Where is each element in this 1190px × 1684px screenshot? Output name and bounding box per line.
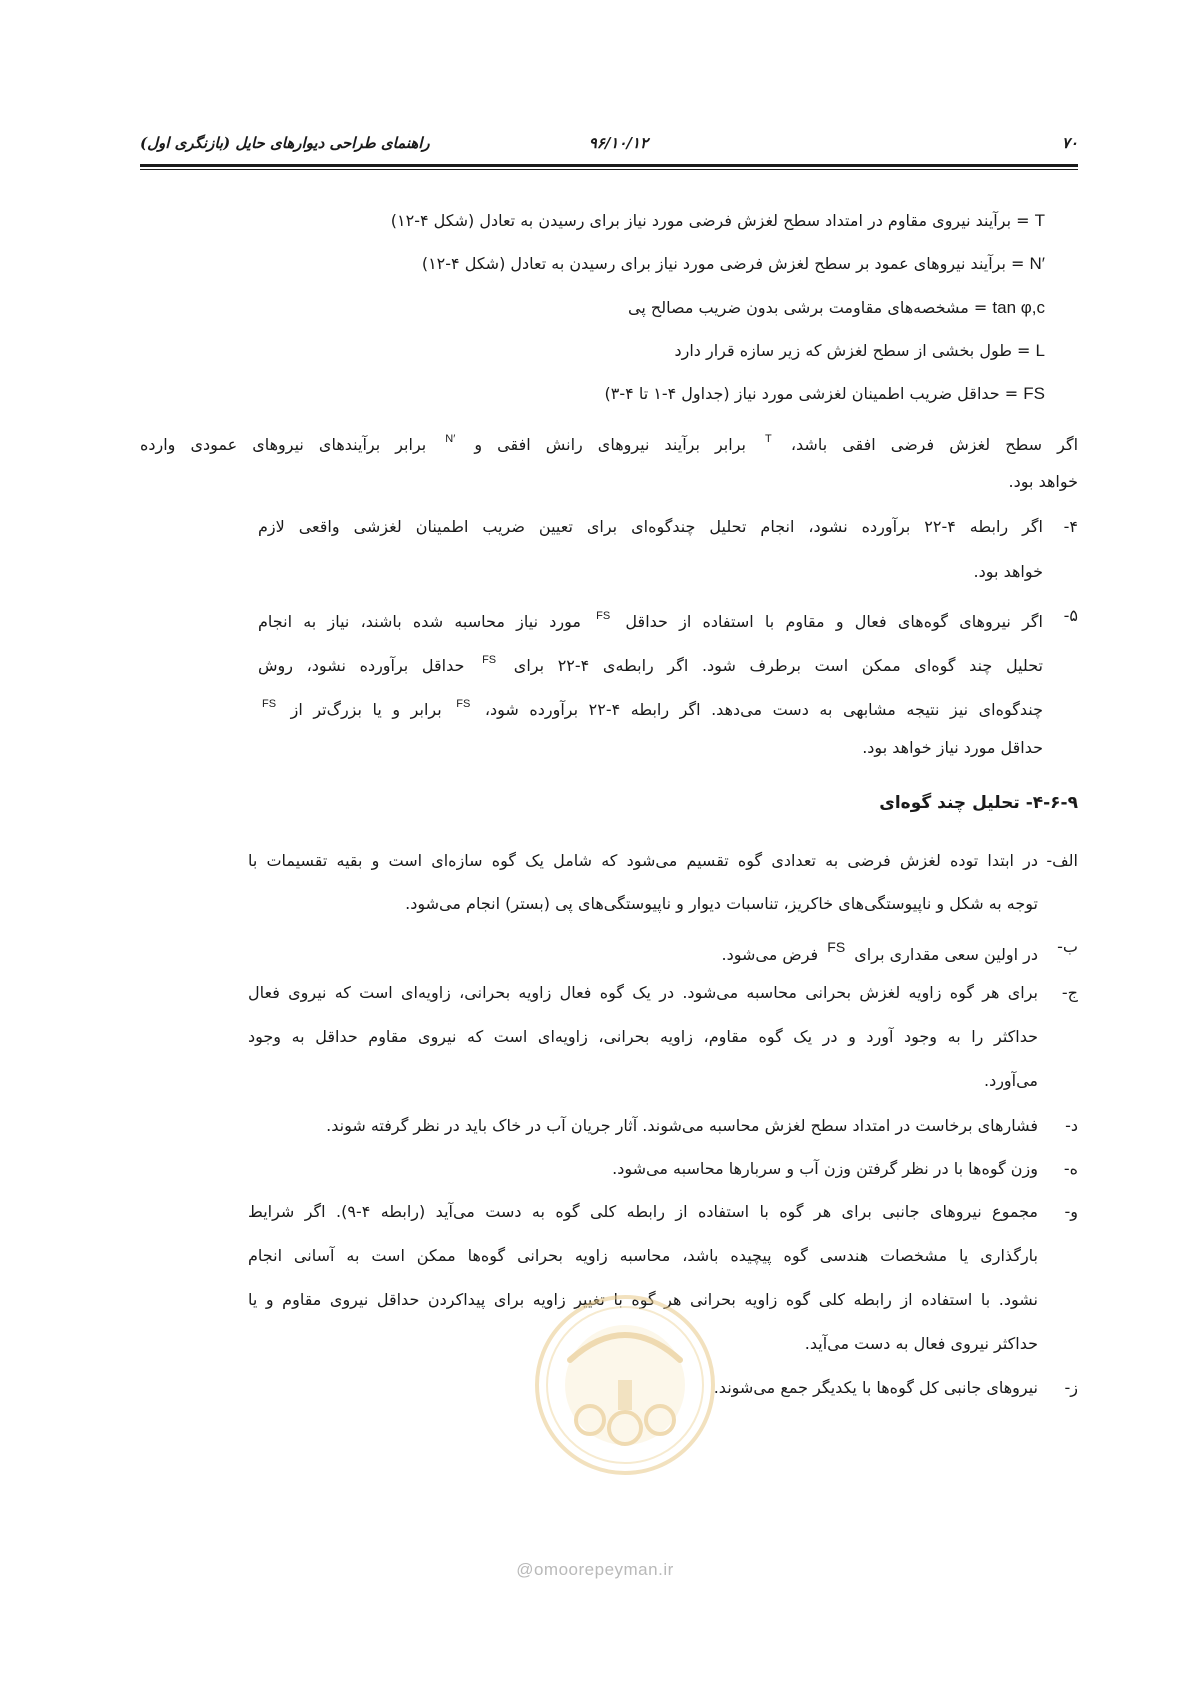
horizontal-surface-paragraph-end: خواهد بود.: [1008, 472, 1078, 491]
item-5-line-2: تحلیل چند گوه‌ای ممکن است برطرف شود. اگر رابطه‌ی ۴-۲۲ برای $^{FS}$ حداقل برآورده نشود، روش: [258, 654, 1043, 675]
watermark-seal-icon: [530, 1290, 720, 1480]
definition-n-prime: N′ = برآیند نیروهای عمود بر سطح لغزش فرضی مورد نیاز برای رسیدن به تعادل (شکل ۴-۱۲): [421, 254, 1045, 273]
header-rule-thin: [140, 169, 1078, 170]
item-5-line-3: چندگوه‌ای نیز نتیجه مشابهی به دست می‌دهد. اگر رابطه ۴-۲۲ برآورده شود، $^{FS}$ برابر و یا بزرگ‌تر از $^{FS}$: [262, 698, 1043, 719]
horizontal-surface-paragraph: اگر سطح لغزش فرضی افقی باشد، $^T$ برابر برآیند نیروهای رانش افقی و $^{N'}$ برابر برآیندهای نیروهای عمودی وارده: [140, 433, 1079, 454]
item-4-line-2: خواهد بود.: [973, 562, 1043, 581]
definition-l: L = طول بخشی از سطح لغزش که زیر سازه قرار دارد: [674, 341, 1045, 360]
header-rule-thick: [140, 164, 1078, 167]
page-number: ۷۰: [1061, 134, 1078, 152]
definition-fs: FS = حداقل ضریب اطمینان لغزشی مورد نیاز (جداول ۴-۱ تا ۴-۳): [604, 384, 1045, 403]
item-4-line-1: اگر رابطه ۴-۲۲ برآورده نشود، انجام تحلیل چندگوه‌ای برای تعیین ضریب اطمینان لغزشی واقعی لازم: [258, 517, 1043, 536]
step-ze-line-1: نیروهای جانبی کل گوه‌ها با یکدیگر جمع می‌شوند.: [713, 1378, 1038, 1397]
step-he-label: ه-: [1063, 1159, 1078, 1178]
step-vav-line-3: نشود. با استفاده از رابطه کلی گوه زاویه بحرانی هر گوه با تغییر زاویه برای پیداکردن حداقل نیروی مقاوم و یا: [248, 1290, 1038, 1309]
step-jim-line-1: برای هر گوه زاویه لغزش بحرانی محاسبه می‌شود. در یک گوه فعال زاویه بحرانی، زاویه‌ای است که نیروی فعال: [248, 983, 1038, 1002]
item-5-line-4: حداقل مورد نیاز خواهد بود.: [862, 738, 1043, 757]
step-be-line-1: در اولین سعی مقداری برای FS فرض می‌شود.: [721, 939, 1038, 964]
step-vav-line-1: مجموع نیروهای جانبی برای هر گوه با استفاده از رابطه کلی گوه به دست می‌آید (رابطه ۴-۹). اگر شرایط: [248, 1202, 1039, 1221]
running-header: [140, 128, 1078, 158]
step-jim-line-2: حداکثر را به وجود آورد و در یک گوه مقاوم، زاویه بحرانی، زاویه‌ای است که نیروی مقاوم حداقل به وجود: [248, 1027, 1038, 1046]
step-alef-line-1: در ابتدا توده لغزش فرضی به تعدادی گوه تقسیم می‌شود که شامل یک گوه سازه‌ای است و بقیه تقسیمات با: [248, 851, 1038, 870]
header-date: ۹۶/۱۰/۱۲: [588, 134, 648, 152]
step-he-line-1: وزن گوه‌ها با در نظر گرفتن وزن آب و سربارها محاسبه می‌شود.: [612, 1159, 1038, 1178]
step-alef-label: الف-: [1046, 851, 1078, 870]
definition-t: T = برآیند نیروی مقاوم در امتداد سطح لغزش فرضی مورد نیاز برای رسیدن به تعادل (شکل ۴-۱۲): [390, 211, 1045, 230]
symbol-t-inline: T: [765, 433, 772, 445]
step-ze-label: ز-: [1064, 1378, 1078, 1397]
item-4-number: ۴-: [1063, 517, 1078, 536]
item-5-line-1: اگر نیروهای گوه‌های فعال و مقاوم با استفاده از حداقل $^{FS}$ مورد نیاز محاسبه شده باشند، نیاز به انجام: [258, 610, 1043, 631]
step-vav-line-4: حداکثر نیروی فعال به دست می‌آید.: [804, 1334, 1038, 1353]
step-vav-line-2: بارگذاری یا مشخصات هندسی گوه پیچیده باشد، محاسبه زاویه بحرانی گوه‌ها ممکن است به آسانی انجام: [248, 1246, 1038, 1265]
section-heading: ۴-۶-۹- تحلیل چند گوه‌ای: [879, 793, 1078, 813]
step-dal-line-1: فشارهای برخاست در امتداد سطح لغزش محاسبه می‌شوند. آثار جریان آب در خاک باید در نظر گرفته شوند.: [326, 1116, 1038, 1135]
step-be-label: ب-: [1057, 937, 1078, 956]
step-dal-label: د-: [1065, 1116, 1078, 1135]
header-title: راهنمای طراحی دیوارهای حایل (بازنگری اول): [140, 134, 430, 152]
step-vav-label: و-: [1064, 1202, 1078, 1221]
watermark-site: @omoorepeyman.ir: [516, 1560, 674, 1579]
step-jim-label: ج-: [1061, 983, 1078, 1002]
item-5-number: ۵-: [1063, 606, 1078, 625]
symbol-n-prime-inline: N′: [445, 433, 456, 445]
definition-tan-phi-c: tan φ,c = مشخصه‌های مقاومت برشی بدون ضریب مصالح پی: [628, 298, 1045, 317]
step-alef-line-2: توجه به شکل و ناپیوستگی‌های خاکریز، تناسبات دیوار و ناپیوستگی‌های پی (بستر) انجام می‌شود.: [405, 894, 1038, 913]
step-jim-line-3: می‌آورد.: [983, 1071, 1038, 1090]
